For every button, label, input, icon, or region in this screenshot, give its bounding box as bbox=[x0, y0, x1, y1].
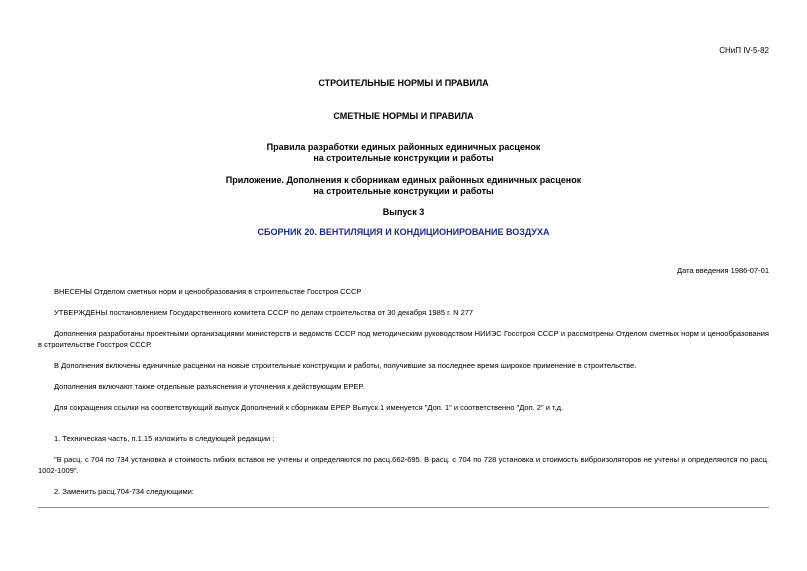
paragraph-clarifications: Дополнения включают также отдельные разъяснения и уточнения к действующим ЕРЕР. bbox=[54, 382, 365, 391]
paragraph-item-2: 2. Заменить расц.704-734 следующими: bbox=[54, 487, 194, 496]
horizontal-divider bbox=[38, 507, 769, 508]
paragraph-included: В Дополнения включены единичные расценки на новые строительные конструкции и работы, получившие за последнее время широкое применение в строительстве. bbox=[54, 361, 637, 370]
appendix-title-line-1: Приложение. Дополнения к сборникам единых районных единичных расценок bbox=[225, 175, 582, 185]
issue-title: Выпуск 3 bbox=[382, 207, 425, 217]
appendix-title bbox=[0, 175, 807, 197]
paragraph-introduced: ВНЕСЕНЫ Отделом сметных норм и ценообразования в строительстве Госстроя СССР bbox=[54, 287, 362, 296]
effective-date: Дата введения 1986-07-01 bbox=[677, 266, 769, 275]
section-title: СМЕТНЫЕ НОРМЫ И ПРАВИЛА bbox=[333, 111, 474, 121]
paragraph-approved: УТВЕРЖДЕНЫ постановлением Государственного комитета СССР по делам строительства от 30 декабря 1985 г. N 277 bbox=[54, 308, 474, 317]
appendix-title-line-2: на строительные конструкции и работы bbox=[313, 186, 494, 196]
rules-title-line-2: на строительные конструкции и работы bbox=[313, 153, 494, 163]
rules-title-line-1: Правила разработки единых районных единичных расценок bbox=[266, 142, 541, 152]
rules-title bbox=[0, 142, 807, 164]
paragraph-abbreviations: Для сокращения ссылки на соответствующий выпуск Дополнений к сборникам ЕРЕР Выпуск 1 именуется "Доп. 1" и соответственно "Доп. 2" и т.д. bbox=[54, 403, 564, 412]
document-code: СНиП IV-5-82 bbox=[719, 46, 769, 55]
paragraph-item-1: 1. Техническая часть, п.1.15 изложить в следующей редакции : bbox=[54, 434, 275, 443]
paragraph-developed: Дополнения разработаны проектными организациями министерств и ведомств СССР под методическим руководством НИИЭС Госстроя СССР и рассмотрены Отделом сметных норм и ценообразования в строительстве Госстроя СССР. bbox=[38, 329, 769, 349]
collection-title: СБОРНИК 20. ВЕНТИЛЯЦИЯ И КОНДИЦИОНИРОВАНИЕ ВОЗДУХА bbox=[257, 227, 550, 237]
main-title: СТРОИТЕЛЬНЫЕ НОРМЫ И ПРАВИЛА bbox=[318, 78, 489, 88]
paragraph-quote: "В расц. с 704 по 734 установка и стоимость гибких вставок не учтены и определяются по расц.662-695. В расц. с 704 по 728 установка и стоимость виброизоляторов не учтены и определяются по расц. 1002-1009". bbox=[38, 455, 769, 475]
